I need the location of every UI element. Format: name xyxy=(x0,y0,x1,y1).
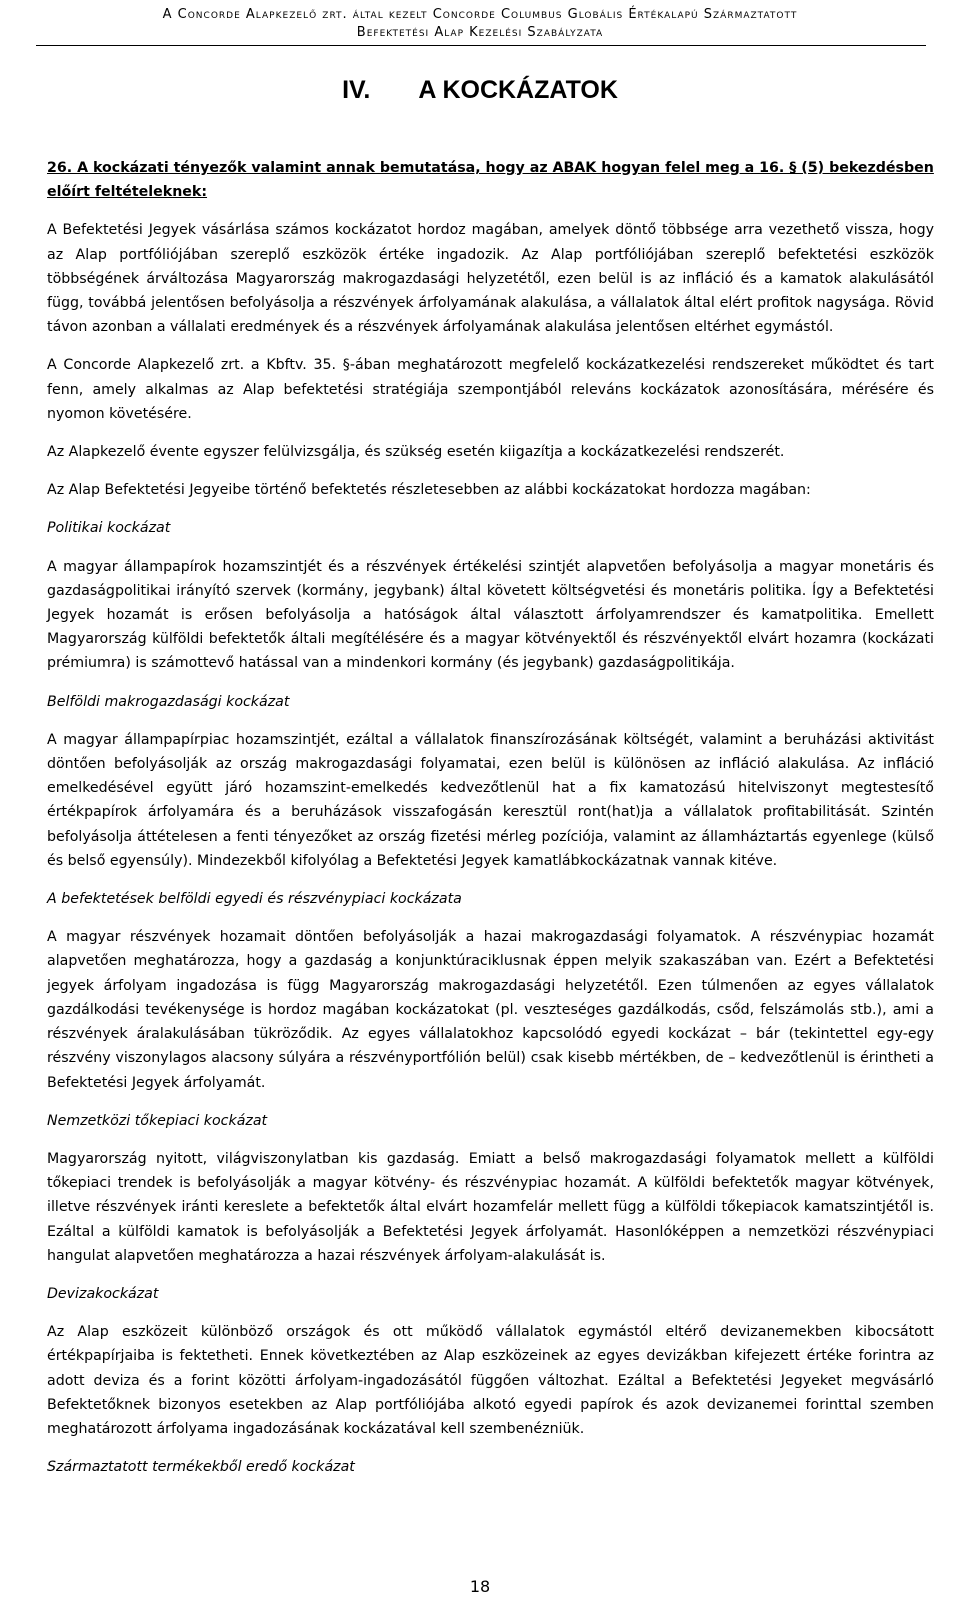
intro-paragraph: A Befektetési Jegyek vásárlása számos kockázatot hordoz magában, amelyek döntő többsége arra vezethető vissza, hogy az Alap portfóliójában szereplő eszközök értéke ingadozik. Az Alap portfóliójában szereplő befektetési eszközök többségének árváltozása Magyarország makrogazdasági helyzetétől, ezen belül is az infláció és a kamatok alakulásától függ, továbbá jelentősen befolyásolja a részvények árfolyamának alakulása, a vállalatok által elért profitok nagysága. Rövid távon azonban a vállalati eredmények és a részvények árfolyamának alakulása jelentősen eltérhet egymástól. xyxy=(47,222,934,336)
chapter-heading xyxy=(0,74,960,106)
risk-heading-derivatives: Származtatott termékekből eredő kockázat xyxy=(47,1459,355,1476)
risk-text-international: Magyarország nyitott, világviszonylatban kis gazdaság. Emiatt a belső makrogazdasági folyamatok mellett a külföldi tőkepiaci trendek is befolyásolják a magyar kötvény- és részvénypiac hozamát. A külföldi befektetők magyar kötvények, illetve részvények iránti kereslete a befektetők által elvárt hozamfelár mellett függ a külföldi tőkepiacok kamatszintjétől is. Ezáltal a külföldi kamatok is befolyásolják a Befektetési Jegyek árfolyamát. Hasonlóképpen a nemzetközi részvénypiaci hangulat alapvetően meghatározza a hazai részvények árfolyam-alakulását is. xyxy=(47,1150,934,1264)
risk-heading-international: Nemzetközi tőkepiaci kockázat xyxy=(47,1112,268,1129)
risks-intro-paragraph: Az Alap Befektetési Jegyeibe történő befektetés részletesebben az alábbi kockázatokat hordozza magában: xyxy=(47,482,811,499)
risk-text-political: A magyar állampapírok hozamszintjét és a részvények értékelési szintjét alapvetően befolyásolja a magyar monetáris és gazdaságpolitikai irányító szervek (kormány, jegybank) által követett költségvetési és monetáris politika. Így a Befektetési Jegyek hozamát is erősen befolyásolja a hatóságok által választott árfolyamrendszer és kamatpolitika. Emellett Magyarország külföldi befektetők általi megítélésére és a magyar kötvényektől és részvényektől elvárt hozamra (kockázati prémiumra) is számottevő hatással van a mindenkori kormány (és jegybank) gazdaságpolitikája. xyxy=(47,558,934,672)
risk-heading-political: Politikai kockázat xyxy=(47,520,171,537)
risk-text-domestic-macro: A magyar állampapírpiac hozamszintjét, ezáltal a vállalatok finanszírozásának költségét, valamint a beruházási aktivitást döntően befolyásolják az ország makrogazdasági folyamatai, ezen belül is különösen az infláció alakulása. Az infláció emelkedésével együtt járó hozamszint-emelkedés kedvezőtlenül hat a fix kamatozású hitelviszonyt megtestesítő értékpapírok árfolyamára és a beruházások visszafogásán keresztül ront(hat)ja a vállalatok profitabilitását. Szintén befolyásolja áttételesen a fenti tényezőket az ország fizetési mérleg pozíciója, valamint az államháztartás egyenlege (külső és belső egyensúly). Mindezekből kifolyólag a Befektetési Jegyek kamatlábkockázatnak vannak kitéve. xyxy=(47,731,934,869)
document-header xyxy=(0,6,960,42)
page-number: 18 xyxy=(469,1577,491,1596)
chapter-title: A KOCKÁZATOK xyxy=(418,76,618,104)
risk-text-currency: Az Alap eszközeit különböző országok és ott működő vállalatok egymástól eltérő devizanemekben kibocsátott értékpapírjaiba is fektetheti. Ennek következtében az Alap eszközeinek az egyes devizákban kifejezett értéke forintra az adott deviza és a forint közötti árfolyam-ingadozásától függően változhat. Ezáltal a Befektetési Jegyeket megvásárló Befektetőknek bizonyos esetekben az Alap portfóliójába alkotó egyedi papírok és azok devizanemei forinttal szemben meghatározott árfolyama ingadozásának kockázatával kell szembenézniük. xyxy=(47,1324,934,1437)
header-line-2: Befektetési Alap Kezelési Szabályzata xyxy=(356,25,604,40)
risk-heading-domestic-macro: Belföldi makrogazdasági kockázat xyxy=(47,693,290,710)
chapter-number: IV. xyxy=(342,76,371,104)
risk-heading-currency: Devizakockázat xyxy=(47,1285,159,1302)
risk-heading-equity-market: A befektetések belföldi egyedi és részvénypiaci kockázata xyxy=(47,891,462,908)
header-line-1: A Concorde Alapkezelő zrt. által kezelt Concorde Columbus Globális Értékalapú Származtatott xyxy=(162,7,798,22)
section-title: 26. A kockázati tényezők valamint annak bemutatása, hogy az ABAK hogyan felel meg a 16. § (5) bekezdésben előírt feltételeknek: xyxy=(47,160,934,201)
main-content xyxy=(47,156,934,1493)
annual-review-paragraph: Az Alapkezelő évente egyszer felülvizsgálja, és szükség esetén kiigazítja a kockázatkezelési rendszerét. xyxy=(47,444,785,461)
risk-text-equity-market: A magyar részvények hozamait döntően befolyásolják a hazai makrogazdasági folyamatok. A részvénypiac hozamát alapvetően meghatározza, hogy a gazdaság a konjunktúraciklusnak éppen melyik szakaszában van. Ezért a Befektetési jegyek árfolyam ingadozása is függ Magyarország makrogazdasági helyzetétől. Ezen túlmenően az egyes vállalatok gazdálkodási tevékenysége is hordoz magában kockázatokat (pl. veszteséges gazdálkodás, csőd, felszámolás stb.), ami a részvények áralakulásában tükröződik. Az egyes vállalatokhoz kapcsolódó egyedi kockázat – bár (tekintettel egy-egy részvény viszonylagos alacsony súlyára a részvényportfólión belül) csak kisebb mértékben, de – kedvezőtlenül is érintheti a Befektetési Jegyek árfolyamát. xyxy=(47,929,934,1091)
header-divider xyxy=(36,45,926,46)
risk-management-paragraph: A Concorde Alapkezelő zrt. a Kbftv. 35. §-ában meghatározott megfelelő kockázatkezelési rendszereket működtet és tart fenn, amely alkalmas az Alap befektetési stratégiája szempontjából releváns kockázatok azonosítására, mérésére és nyomon követésére. xyxy=(47,357,934,422)
